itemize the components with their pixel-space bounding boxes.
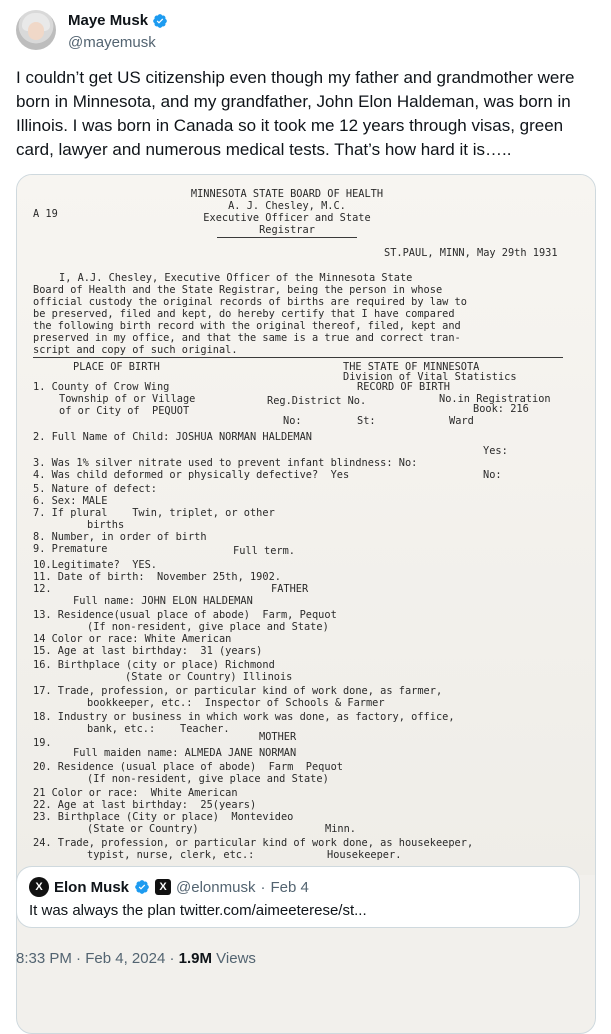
separator-dot: · [76, 950, 82, 967]
doc-line: No: [483, 469, 502, 481]
tweet-date[interactable]: Feb 4, 2024 [85, 950, 166, 967]
doc-line: bookkeeper, etc.: Inspector of Schools & Farmer [87, 697, 385, 709]
doc-line: Housekeeper. [327, 849, 402, 861]
quoted-date: Feb 4 [270, 878, 309, 896]
tweet-text: I couldn’t get US citizenship even though my father and grandmother were born in Minnesota, and my grandfather, John Elon Haldeman, was born in Illinois. I was born in Canada so it took me 12 years through visas, green card, lawyer and numerous medical tests. That’s how hard it is….. [16, 68, 575, 159]
doc-line: of or City of PEQUOT [59, 405, 190, 417]
doc-line: be preserved, filed and kept, do hereby certify that I have compared [33, 308, 455, 320]
doc-line: Minn. [325, 823, 356, 835]
tweet-time[interactable]: 8:33 PM [16, 950, 72, 967]
avatar[interactable] [16, 10, 56, 50]
doc-line: Executive Officer and State [203, 212, 371, 224]
doc-line: 21 Color or race: White American [33, 787, 238, 799]
doc-line: Yes: [483, 445, 508, 457]
doc-line: bank, etc.: Teacher. [87, 723, 230, 735]
quoted-tweet[interactable] [16, 866, 580, 928]
doc-line: Board of Health and the State Registrar, being the person in whose [33, 284, 443, 296]
separator-dot: · [260, 878, 266, 896]
doc-line: ST.PAUL, MINN, May 29th 1931 [384, 247, 558, 259]
quoted-tweet-header [29, 877, 309, 897]
doc-line: 4. Was child deformed or physically defective? Yes [33, 469, 350, 481]
doc-line: Full maiden name: ALMEDA JANE NORMAN [73, 747, 297, 759]
doc-line: births [87, 519, 125, 531]
doc-line: THE STATE OF MINNESOTA [343, 361, 480, 373]
doc-line: (State or Country) Illinois [125, 671, 293, 683]
doc-line: A. J. Chesley, M.C. [228, 200, 346, 212]
doc-line: (State or Country) [87, 823, 199, 835]
tweet-header [16, 10, 596, 58]
quoted-author-handle: @elonmusk [176, 878, 256, 896]
doc-line: script and copy of such original. [33, 344, 238, 356]
birth-certificate-image [17, 175, 595, 875]
views-count: 1.9M [178, 950, 212, 967]
doc-line: 9. Premature [33, 543, 108, 555]
doc-line: 20. Residence (usual place of abode) Farm Pequot [33, 761, 343, 773]
quoted-author-name: Elon Musk [54, 878, 130, 896]
doc-line: A 19 [33, 208, 58, 220]
doc-line: (If non-resident, give place and State) [87, 773, 329, 785]
doc-line: Registrar [259, 224, 315, 236]
doc-line: 2. Full Name of Child: JOSHUA NORMAN HALDEMAN [33, 431, 312, 443]
doc-line: Division of Vital Statistics [343, 371, 517, 383]
doc-line: RECORD OF BIRTH [357, 381, 450, 393]
doc-line: Township of or Village [59, 393, 196, 405]
doc-line: 11. Date of birth: November 25th, 1902. [33, 571, 281, 583]
author-handle[interactable]: @mayemusk [68, 34, 156, 51]
doc-line: I, A.J. Chesley, Executive Officer of the Minnesota State [59, 272, 413, 284]
doc-line: (If non-resident, give place and State) [87, 621, 329, 633]
verified-badge-icon [134, 879, 150, 895]
doc-line: 15. Age at last birthday: 31 (years) [33, 645, 263, 657]
doc-line: 10.Legitimate? YES. [33, 559, 157, 571]
doc-line: 12. [33, 583, 52, 595]
doc-line: typist, nurse, clerk, etc.: [87, 849, 255, 861]
author-name-row [68, 12, 168, 29]
doc-line: 8. Number, in order of birth [33, 531, 207, 543]
doc-line: 23. Birthplace (City or place) Montevideo [33, 811, 294, 823]
doc-line: 17. Trade, profession, or particular kind of work done, as farmer, [33, 685, 443, 697]
doc-line: Reg.District No. [267, 395, 367, 407]
doc-line: 13. Residence(usual place of abode) Farm, Pequot [33, 609, 337, 621]
doc-line: 1. County of Crow Wing [33, 381, 170, 393]
doc-line: St: [357, 415, 376, 427]
x-affiliate-badge-icon: X [155, 879, 171, 895]
doc-line: MINNESOTA STATE BOARD OF HEALTH [190, 188, 384, 200]
tweet-meta [16, 950, 256, 967]
separator-dot: · [169, 950, 175, 967]
quoted-tweet-text: It was always the plan twitter.com/aimeeterese/st... [29, 902, 367, 919]
doc-line: 18. Industry or business in which work was done, as factory, office, [33, 711, 455, 723]
doc-line: preserved in my office, and that the same is a true and correct tran- [33, 332, 461, 344]
views-label: Views [216, 950, 256, 967]
doc-line: 6. Sex: MALE [33, 495, 108, 507]
quoted-author-avatar: X [29, 877, 49, 897]
doc-line: PLACE OF BIRTH [73, 361, 160, 373]
doc-line: Book: 216 [473, 403, 529, 415]
doc-line: 7. If plural Twin, triplet, or other [33, 507, 275, 519]
doc-line: Full term. [233, 545, 295, 557]
doc-line: the following birth record with the original thereof, filed, kept and [33, 320, 461, 332]
author-name[interactable]: Maye Musk [68, 12, 149, 29]
doc-line: 22. Age at last birthday: 25(years) [33, 799, 257, 811]
doc-line: 5. Nature of defect: [33, 483, 157, 495]
doc-line: 19. [33, 737, 52, 749]
doc-line: 16. Birthplace (city or place) Richmond [33, 659, 275, 671]
doc-line: Ward [449, 415, 474, 427]
doc-line: 14 Color or race: White American [33, 633, 232, 645]
doc-line: No.in Registration [439, 393, 551, 405]
doc-line: Full name: JOHN ELON HALDEMAN [73, 595, 253, 607]
doc-line: official custody the original records of births are required by law to [33, 296, 467, 308]
doc-line: MOTHER [259, 731, 297, 743]
doc-line: 24. Trade, profession, or particular kind of work done, as housekeeper, [33, 837, 474, 849]
doc-line: No: [283, 415, 302, 427]
verified-badge-icon [152, 13, 168, 29]
doc-line: FATHER [271, 583, 309, 595]
doc-line: 3. Was 1% silver nitrate used to prevent infant blindness: No: [33, 457, 418, 469]
